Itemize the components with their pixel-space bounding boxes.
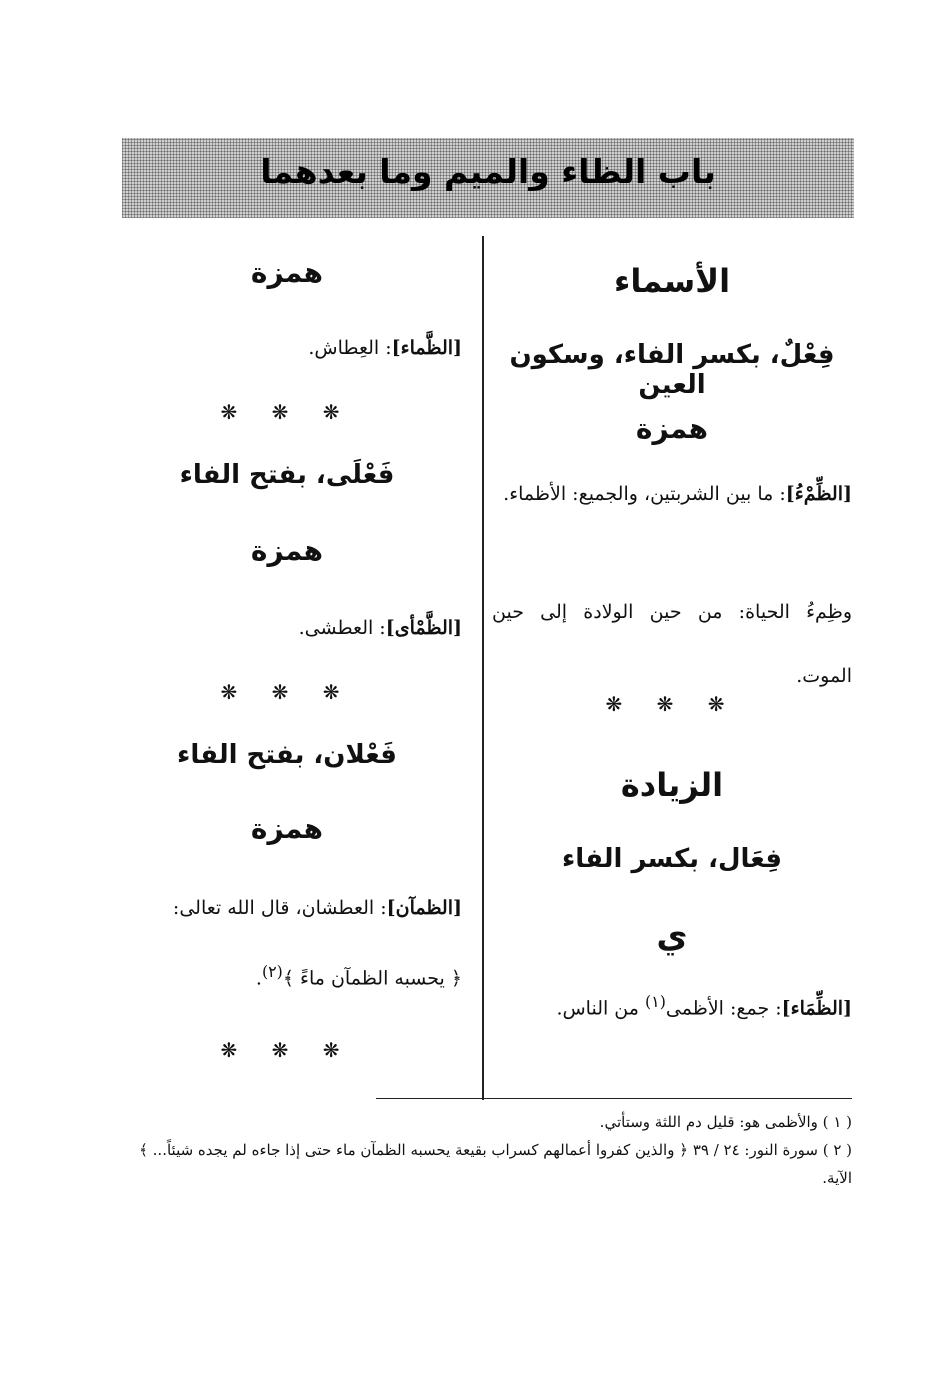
- quote-text: ﴿ يحسبه الظمآن ماءً ﴾: [282, 967, 462, 990]
- entry-term: [الظمآن]: [386, 897, 462, 919]
- pattern-heading: فِعْلٌ، بكسر الفاء، وسكون العين: [509, 340, 835, 400]
- stars-separator: ❋ ❋ ❋: [220, 400, 354, 424]
- footnote-ref: (١): [644, 992, 666, 1011]
- column-divider: [482, 236, 484, 1100]
- pattern-heading: فَعْلان، بفتح الفاء: [177, 740, 397, 770]
- pattern-heading: فَعْلَى، بفتح الفاء: [179, 460, 395, 490]
- hamza-heading: همزة: [250, 812, 324, 845]
- letter-heading: ي: [656, 916, 688, 956]
- footnote-divider: [376, 1098, 852, 1099]
- footnotes: [112, 1108, 852, 1192]
- entry-definition: : جمع: الأظمى: [665, 997, 782, 1020]
- entry-paragraph: [492, 462, 852, 526]
- stars-separator: ❋ ❋ ❋: [220, 680, 354, 704]
- stars-separator: ❋ ❋ ❋: [220, 1038, 354, 1062]
- entry-paragraph: [492, 970, 852, 1040]
- entry-term: [الظِّمْءُ]: [785, 483, 852, 505]
- pattern-heading: فِعَال، بكسر الفاء: [562, 844, 782, 874]
- entry-definition: : العطشان، قال الله تعالى:: [172, 897, 387, 919]
- hamza-heading: همزة: [250, 256, 324, 289]
- entry-paragraph: [112, 596, 462, 660]
- section-heading-ziyada: الزيادة: [620, 766, 724, 804]
- footnote-ref: (٢): [261, 962, 283, 981]
- hamza-heading: همزة: [250, 534, 324, 567]
- entry-definition: : ما بين الشربتين، والجميع: الأظماء.: [503, 483, 786, 505]
- page-title: باب الظاء والميم وما بعدهما: [260, 152, 716, 191]
- entry-definition: : العطشى.: [298, 617, 386, 639]
- footnote-2: ( ٢ ) سورة النور: ٢٤ / ٣٩ ﴿ والذين كفروا أعمالهم كسراب بقيعة يحسبه الظمآن ماء حتى إذا جاءه لم يجده شيئاً... ﴾ الآية.: [139, 1141, 852, 1187]
- entry-definition-rest: من الناس.: [556, 997, 645, 1020]
- entry-definition: : العِطاش.: [308, 337, 392, 359]
- entry-paragraph: [112, 876, 462, 940]
- entry-term: [الظِّمَاء]: [781, 997, 852, 1020]
- stars-separator: ❋ ❋ ❋: [605, 692, 739, 716]
- hamza-heading: همزة: [635, 412, 709, 445]
- entry-term: [الظَّماء]: [391, 337, 462, 359]
- entry-paragraph: وظِمءُ الحياة: من حين الولادة إلى حين الموت.: [492, 601, 852, 687]
- entry-paragraph: [112, 316, 462, 380]
- entry-term: [الظَّمْأى]: [385, 617, 462, 639]
- chapter-banner: [122, 138, 854, 218]
- footnote-1: ( ١ ) والأظمى هو: قليل دم اللثة وستأتي.: [599, 1113, 852, 1131]
- quran-quote: ﴿ يحسبه الظمآن ماءً ﴾$^{(٢)}$.: [255, 962, 462, 990]
- section-heading-asma: الأسماء: [613, 262, 731, 300]
